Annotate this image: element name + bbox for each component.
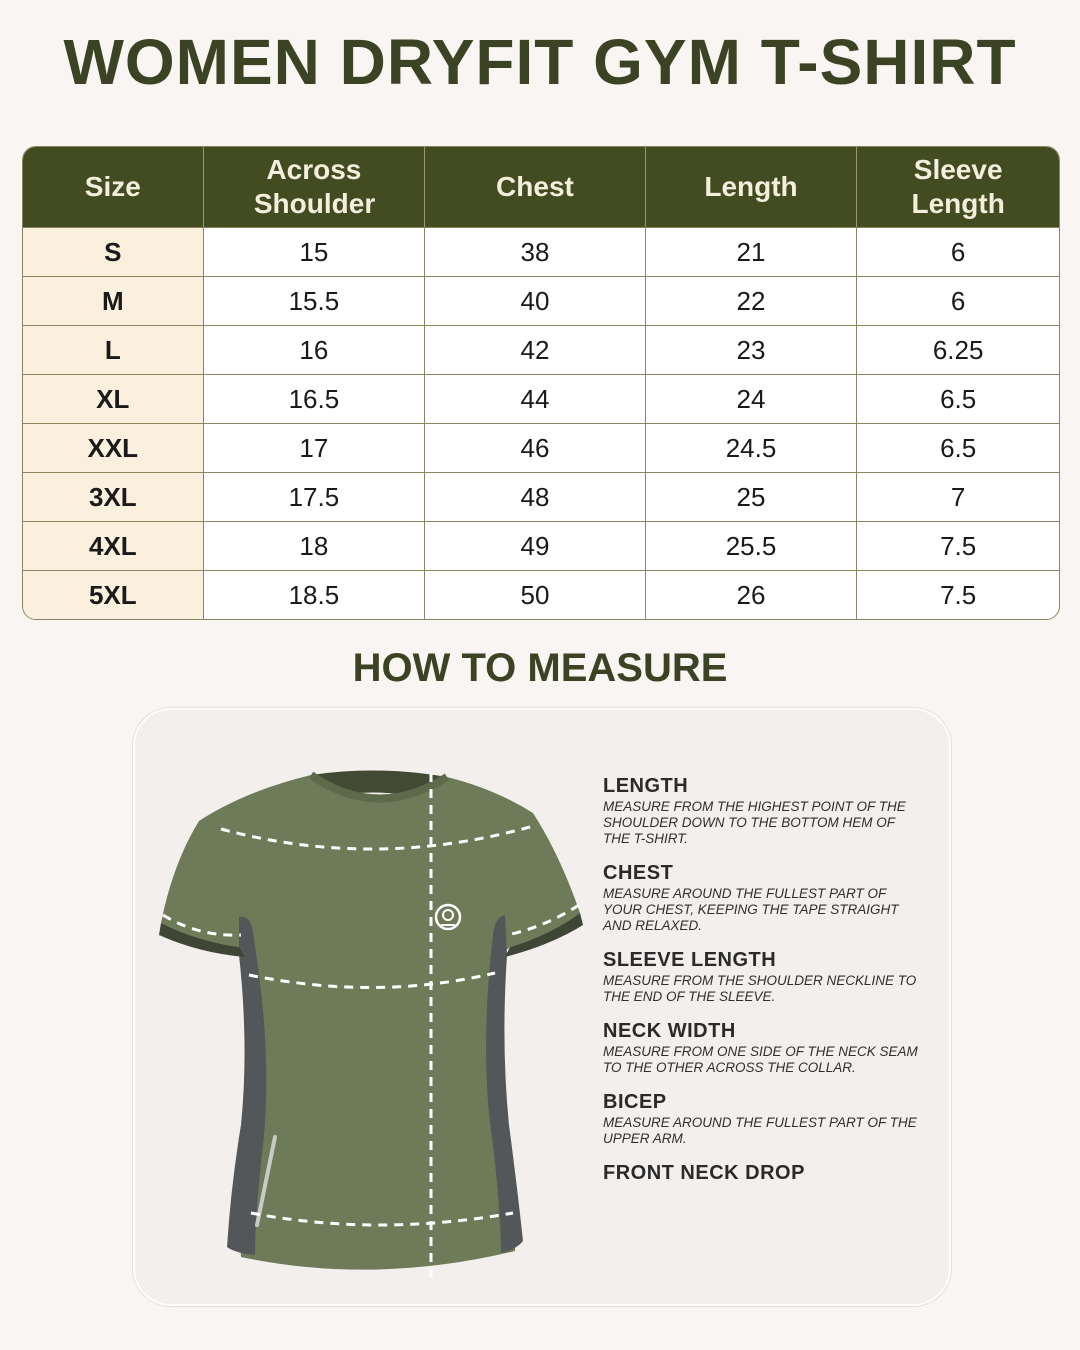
guide-item bbox=[603, 948, 923, 1005]
guide-item bbox=[603, 1161, 923, 1185]
guide-item-title: SLEEVE LENGTH bbox=[603, 949, 777, 971]
guide-item bbox=[603, 774, 923, 847]
across-shoulder-cell: 17 bbox=[204, 423, 426, 472]
chest-cell: 49 bbox=[425, 521, 646, 570]
guide-item-description: MEASURE FROM ONE SIDE OF THE NECK SEAM TO THE OTHER ACROSS THE COLLAR. bbox=[603, 1044, 918, 1075]
across-shoulder-cell: 16.5 bbox=[204, 374, 426, 423]
table-row bbox=[23, 227, 1059, 276]
length-cell: 25.5 bbox=[646, 521, 858, 570]
table-row bbox=[23, 472, 1059, 521]
table-row bbox=[23, 423, 1059, 472]
header-size: Size bbox=[23, 147, 204, 227]
length-cell: 24 bbox=[646, 374, 858, 423]
guide-item bbox=[603, 861, 923, 934]
across-shoulder-cell: 16 bbox=[204, 325, 426, 374]
size-cell: 3XL bbox=[23, 472, 204, 521]
chest-cell: 42 bbox=[425, 325, 646, 374]
header-length: Length bbox=[646, 147, 858, 227]
size-chart-table bbox=[22, 146, 1060, 620]
size-cell: 4XL bbox=[23, 521, 204, 570]
size-cell: S bbox=[23, 227, 204, 276]
sleeve-length-cell: 7.5 bbox=[857, 570, 1059, 619]
table-row bbox=[23, 325, 1059, 374]
size-cell: 5XL bbox=[23, 570, 204, 619]
guide-item-title: CHEST bbox=[603, 862, 674, 884]
chest-cell: 38 bbox=[425, 227, 646, 276]
sleeve-length-cell: 7.5 bbox=[857, 521, 1059, 570]
chest-cell: 48 bbox=[425, 472, 646, 521]
header-sleeve-length: Sleeve Length bbox=[857, 147, 1059, 227]
sleeve-length-cell: 6.5 bbox=[857, 374, 1059, 423]
table-row bbox=[23, 374, 1059, 423]
length-cell: 22 bbox=[646, 276, 858, 325]
across-shoulder-cell: 15 bbox=[204, 227, 426, 276]
length-cell: 25 bbox=[646, 472, 858, 521]
chest-cell: 46 bbox=[425, 423, 646, 472]
guide-item-description: MEASURE FROM THE SHOULDER NECKLINE TO THE END OF THE SLEEVE. bbox=[603, 973, 917, 1004]
across-shoulder-cell: 18.5 bbox=[204, 570, 426, 619]
size-chart-body bbox=[23, 227, 1059, 619]
sleeve-length-cell: 7 bbox=[857, 472, 1059, 521]
guide-item-title: FRONT NECK DROP bbox=[603, 1162, 805, 1184]
guide-item bbox=[603, 1090, 923, 1147]
guide-item bbox=[603, 1019, 923, 1076]
sleeve-length-cell: 6 bbox=[857, 227, 1059, 276]
guide-item-title: NECK WIDTH bbox=[603, 1020, 736, 1042]
sleeve-length-cell: 6.5 bbox=[857, 423, 1059, 472]
size-cell: L bbox=[23, 325, 204, 374]
size-cell: XL bbox=[23, 374, 204, 423]
length-cell: 24.5 bbox=[646, 423, 858, 472]
sleeve-length-cell: 6.25 bbox=[857, 325, 1059, 374]
guide-item-title: LENGTH bbox=[603, 775, 689, 797]
length-cell: 26 bbox=[646, 570, 858, 619]
length-cell: 23 bbox=[646, 325, 858, 374]
measure-guide-list bbox=[603, 774, 923, 1199]
guide-item-description: MEASURE FROM THE HIGHEST POINT OF THE SHOULDER DOWN TO THE BOTTOM HEM OF THE T-SHIRT. bbox=[603, 799, 906, 846]
header-chest: Chest bbox=[425, 147, 646, 227]
across-shoulder-cell: 15.5 bbox=[204, 276, 426, 325]
table-row bbox=[23, 276, 1059, 325]
measure-guide-card bbox=[133, 708, 951, 1306]
guide-item-description: MEASURE AROUND THE FULLEST PART OF THE UPPER ARM. bbox=[603, 1115, 917, 1146]
across-shoulder-cell: 17.5 bbox=[204, 472, 426, 521]
length-cell: 21 bbox=[646, 227, 858, 276]
chest-cell: 40 bbox=[425, 276, 646, 325]
t-shirt-illustration bbox=[155, 765, 595, 1285]
size-cell: M bbox=[23, 276, 204, 325]
chest-cell: 44 bbox=[425, 374, 646, 423]
sleeve-length-cell: 6 bbox=[857, 276, 1059, 325]
table-row bbox=[23, 521, 1059, 570]
guide-item-description: MEASURE AROUND THE FULLEST PART OF YOUR CHEST, KEEPING THE TAPE STRAIGHT AND RELAXED. bbox=[603, 886, 899, 933]
page-title: WOMEN DRYFIT GYM T-SHIRT bbox=[63, 26, 1017, 98]
header-across-shoulder: Across Shoulder bbox=[204, 147, 426, 227]
size-cell: XXL bbox=[23, 423, 204, 472]
table-header-row bbox=[23, 147, 1059, 227]
how-to-measure-title: HOW TO MEASURE bbox=[352, 646, 728, 690]
guide-item-title: BICEP bbox=[603, 1091, 667, 1113]
across-shoulder-cell: 18 bbox=[204, 521, 426, 570]
chest-cell: 50 bbox=[425, 570, 646, 619]
table-row bbox=[23, 570, 1059, 619]
